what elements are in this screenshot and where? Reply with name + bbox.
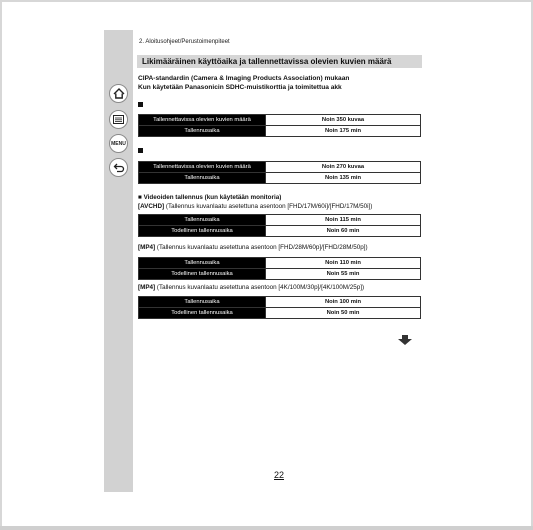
menu-button[interactable] (109, 134, 128, 153)
table-value: Noin 135 min (266, 173, 421, 184)
table-label: Todellinen tallennusaika (139, 226, 266, 237)
table-label: Tallennettavissa olevien kuvien määrä (139, 115, 266, 126)
format-note: (Tallennus kuvanlaatu asetettuna asentoon [4K/100M/30p]/[4K/100M/25p]) (156, 284, 365, 291)
table-row (139, 126, 421, 137)
frame-left (0, 0, 2, 530)
table-row (139, 115, 421, 126)
navigation-sidebar (104, 30, 133, 492)
mp4-fhd-table (138, 257, 421, 280)
table-label: Tallennusaika (139, 126, 266, 137)
format-label: [AVCHD] (138, 203, 165, 210)
table-row (139, 215, 421, 226)
table-value: Noin 175 min (266, 126, 421, 137)
table-row (139, 173, 421, 184)
table-value: Noin 50 min (266, 308, 421, 319)
avchd-heading (138, 203, 372, 211)
breadcrumb: 2. Aloitusohjeet/Perustoimenpiteet (139, 39, 230, 45)
table-row (139, 308, 421, 319)
video-heading: ■ Videoiden tallennus (kun käytetään monitoria) (138, 194, 282, 201)
intro-line-2: Kun käytetään Panasonicin SDHC-muistikorttia ja toimitettua akk (138, 84, 342, 91)
home-button[interactable] (109, 84, 128, 103)
mp4-4k-table (138, 296, 421, 319)
table-row (139, 269, 421, 280)
table-label: Tallennusaika (139, 173, 266, 184)
mp4-4k-heading (138, 284, 364, 292)
table-label: Tallennusaika (139, 258, 266, 269)
table-label: Tallennusaika (139, 297, 266, 308)
table-label: Todellinen tallennusaika (139, 269, 266, 280)
table-value: Noin 55 min (266, 269, 421, 280)
intro-text (138, 74, 349, 92)
arrow-down-icon (398, 335, 412, 345)
battery-table-2 (138, 161, 421, 184)
video-heading-text: Videoiden tallennus (kun käytetään monitoria) (143, 194, 282, 201)
section-title: Likimääräinen käyttöaika ja tallennettavissa olevien kuvien määrä (137, 55, 422, 68)
table-row (139, 162, 421, 173)
next-page-button[interactable] (398, 332, 412, 350)
menu-icon: MENU (111, 140, 126, 147)
frame-bottom (0, 526, 533, 530)
format-label: [MP4] (138, 284, 156, 291)
table-value: Noin 60 min (266, 226, 421, 237)
table-value: Noin 100 min (266, 297, 421, 308)
back-icon (113, 163, 125, 173)
table-label: Todellinen tallennusaika (139, 308, 266, 319)
bullet-square-icon (138, 148, 143, 153)
back-button[interactable] (109, 158, 128, 177)
format-note: (Tallennus kuvanlaatu asetettuna asentoon [FHD/17M/60i]/[FHD/17M/50i]) (165, 203, 373, 210)
contents-button[interactable] (109, 110, 128, 129)
home-icon (113, 88, 125, 99)
table-value: Noin 350 kuvaa (266, 115, 421, 126)
page-number: 22 (274, 470, 285, 480)
avchd-table (138, 214, 421, 237)
mp4-fhd-heading (138, 244, 368, 252)
table-row (139, 297, 421, 308)
battery-table-1 (138, 114, 421, 137)
table-label: Tallennettavissa olevien kuvien määrä (139, 162, 266, 173)
format-note: (Tallennus kuvanlaatu asetettuna asentoon [FHD/28M/60p]/[FHD/28M/50p]) (156, 244, 368, 251)
table-label: Tallennusaika (139, 215, 266, 226)
table-row (139, 226, 421, 237)
table-value: Noin 270 kuvaa (266, 162, 421, 173)
contents-list-icon (113, 115, 124, 124)
bullet-square-icon (138, 102, 143, 107)
intro-line-1: CIPA-standardin (Camera & Imaging Products Association) mukaan (138, 75, 350, 82)
table-row (139, 258, 421, 269)
format-label: [MP4] (138, 244, 156, 251)
table-value: Noin 110 min (266, 258, 421, 269)
table-value: Noin 115 min (266, 215, 421, 226)
manual-page (133, 30, 428, 492)
frame-top (0, 0, 533, 2)
